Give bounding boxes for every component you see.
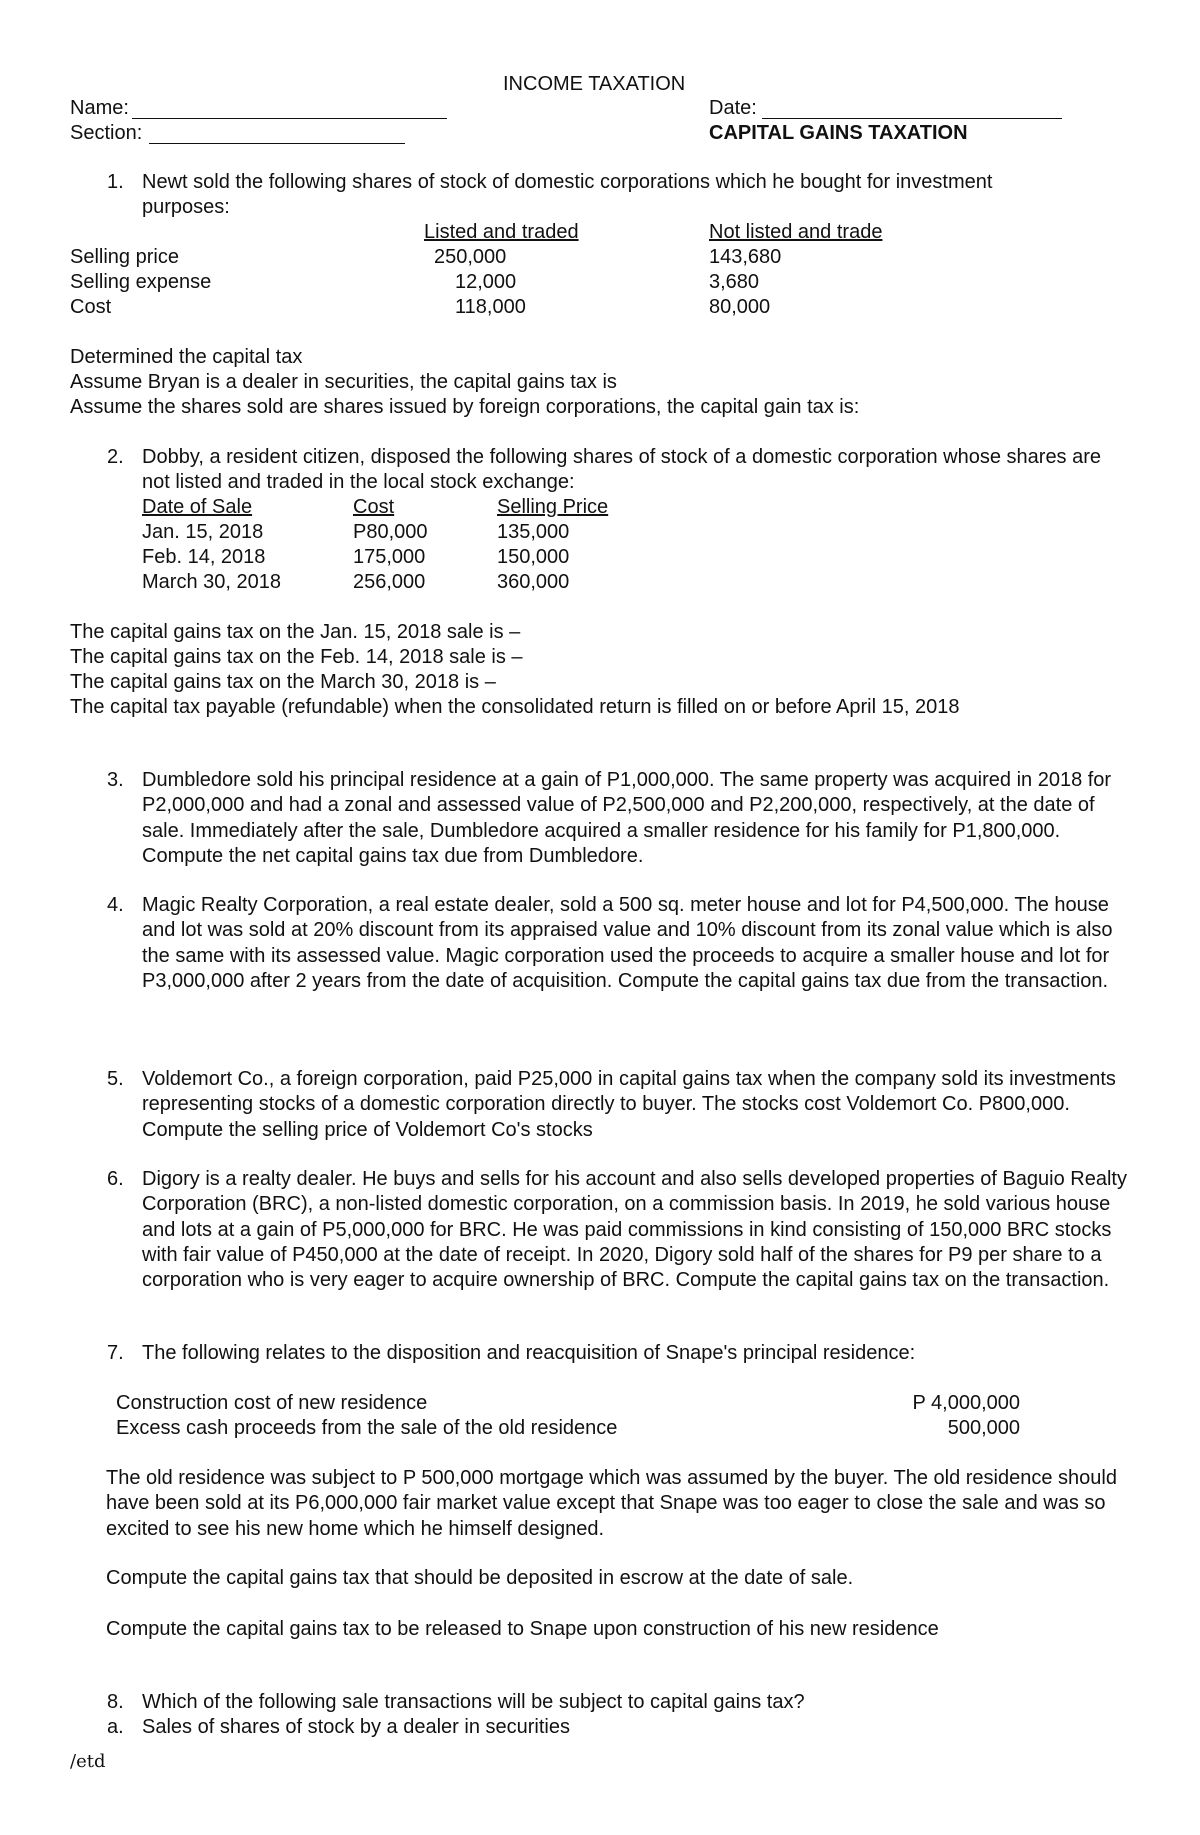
question-6-text: Digory is a realty dealer. He buys and sells for his account and also sells developed properties of Baguio Realty Corporation (BRC), a non-listed domestic corporation, on a commission basis. In 2019, he sold various house and lots at a gain of P5,000,000 for BRC. He was paid commissions in kind consisting of 150,000 BRC stocks with fair value of P450,000 at the date of receipt. In 2020, Digory sold half of the shares for P9 per share to a corporation who is very eager to acquire ownership of BRC. Compute the capital gains tax on the transaction. xyxy=(142,1168,1127,1292)
question-7-text: The following relates to the disposition and reacquisition of Snape's principal residence: xyxy=(142,1342,916,1364)
section-label: Section: xyxy=(70,122,143,144)
q2-row-date: Feb. 14, 2018 xyxy=(142,546,266,568)
q7-question: Compute the capital gains tax that should be deposited in escrow at the date of sale. xyxy=(106,1567,854,1589)
date-field-line xyxy=(762,118,1062,119)
q2-row-price: 135,000 xyxy=(497,521,570,543)
q1-row-listed: 250,000 xyxy=(434,246,507,268)
q2-question: The capital gains tax on the March 30, 2018 is – xyxy=(70,671,496,693)
question-5-number: 5. xyxy=(107,1068,124,1090)
q8-option-text: Sales of shares of stock by a dealer in securities xyxy=(142,1716,570,1738)
q7-paragraph: The old residence was subject to P 500,000 mortgage which was assumed by the buyer. The old residence should have been sold at its P6,000,000 fair market value except that Snape was too eager to close the sale and was so excited to see his new home which he himself designed. xyxy=(106,1467,1117,1540)
q8-option-letter: a. xyxy=(107,1716,124,1738)
q2-row-cost: P80,000 xyxy=(353,521,428,543)
q2-row-price: 360,000 xyxy=(497,571,570,593)
question-1-text: Newt sold the following shares of stock of domestic corporations which he bought for investment purposes: xyxy=(142,171,993,219)
question-2-text: Dobby, a resident citizen, disposed the following shares of stock of a domestic corporation whose shares are not listed and traded in the local stock exchange: xyxy=(142,446,1102,494)
q2-row-cost: 175,000 xyxy=(353,546,426,568)
q7-row-value: 500,000 xyxy=(947,1417,1020,1439)
q7-row-label: Excess cash proceeds from the sale of the old residence xyxy=(116,1417,618,1439)
q1-row-listed: 12,000 xyxy=(455,271,517,293)
q1-question: Determined the capital tax xyxy=(70,346,303,368)
q2-col-header-date: Date of Sale xyxy=(142,496,253,518)
name-field-line xyxy=(132,118,447,119)
q1-question: Assume the shares sold are shares issued by foreign corporations, the capital gain tax is: xyxy=(70,396,860,418)
footer-mark: /etd xyxy=(70,1751,106,1772)
q7-question: Compute the capital gains tax to be released to Snape upon construction of his new residence xyxy=(106,1618,939,1640)
question-8-text: Which of the following sale transactions will be subject to capital gains tax? xyxy=(142,1691,805,1713)
q1-row-listed: 118,000 xyxy=(455,296,526,318)
q2-question: The capital gains tax on the Feb. 14, 2018 sale is – xyxy=(70,646,523,668)
q1-row-not-listed: 3,680 xyxy=(709,271,760,293)
page-subtitle: CAPITAL GAINS TAXATION xyxy=(709,122,968,144)
question-1-number: 1. xyxy=(107,171,124,193)
question-4-number: 4. xyxy=(107,894,124,916)
q7-row-value: P 4,000,000 xyxy=(912,1392,1020,1414)
q1-col-header-listed: Listed and traded xyxy=(424,221,579,243)
question-7-number: 7. xyxy=(107,1342,124,1364)
q1-row-label: Selling expense xyxy=(70,271,212,293)
q2-row-cost: 256,000 xyxy=(353,571,426,593)
page-title: INCOME TAXATION xyxy=(503,73,686,95)
q1-row-label: Selling price xyxy=(70,246,179,268)
section-field-line xyxy=(149,143,405,144)
question-5-text: Voldemort Co., a foreign corporation, paid P25,000 in capital gains tax when the company sold its investments representing stocks of a domestic corporation directly to buyer. The stocks cost Voldemort Co. P800,000. Compute the selling price of Voldemort Co's stocks xyxy=(142,1068,1116,1141)
date-label: Date: xyxy=(709,97,757,119)
question-3-text: Dumbledore sold his principal residence at a gain of P1,000,000. The same property was acquired in 2018 for P2,000,000 and had a zonal and assessed value of P2,500,000 and P2,200,000, respectively, at the date of sale. Immediately after the sale, Dumbledore acquired a smaller residence for his family for P1,800,000. Compute the net capital gains tax due from Dumbledore. xyxy=(142,769,1112,867)
q1-row-label: Cost xyxy=(70,296,112,318)
q7-row-label: Construction cost of new residence xyxy=(116,1392,428,1414)
q2-col-header-cost: Cost xyxy=(353,496,395,518)
q1-question: Assume Bryan is a dealer in securities, the capital gains tax is xyxy=(70,371,617,393)
question-4-text: Magic Realty Corporation, a real estate dealer, sold a 500 sq. meter house and lot for P4,500,000. The house and lot was sold at 20% discount from its appraised value and 10% discount from its zonal value which is also the same with its assessed value. Magic corporation used the proceeds to acquire a smaller house and lot for P3,000,000 after 2 years from the date of acquisition. Compute the capital gains tax due from the transaction. xyxy=(142,894,1113,992)
q1-row-not-listed: 143,680 xyxy=(709,246,782,268)
q2-row-price: 150,000 xyxy=(497,546,570,568)
q1-row-not-listed: 80,000 xyxy=(709,296,771,318)
q2-col-header-price: Selling Price xyxy=(497,496,609,518)
q1-col-header-not-listed: Not listed and trade xyxy=(709,221,883,243)
name-label: Name: xyxy=(70,97,129,119)
q2-row-date: March 30, 2018 xyxy=(142,571,281,593)
q2-question: The capital tax payable (refundable) when the consolidated return is filled on or before April 15, 2018 xyxy=(70,696,960,718)
question-2-number: 2. xyxy=(107,446,124,468)
q2-row-date: Jan. 15, 2018 xyxy=(142,521,264,543)
question-6-number: 6. xyxy=(107,1168,124,1190)
question-8-number: 8. xyxy=(107,1691,124,1713)
q2-question: The capital gains tax on the Jan. 15, 2018 sale is – xyxy=(70,621,521,643)
question-3-number: 3. xyxy=(107,769,124,791)
